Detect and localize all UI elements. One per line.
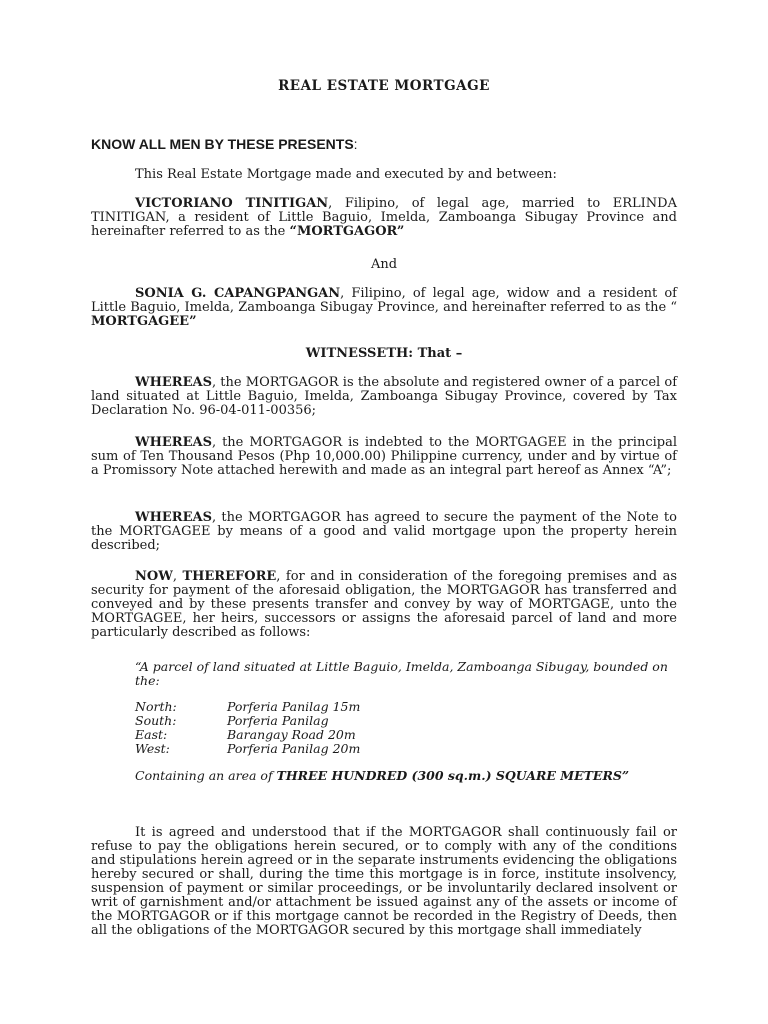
intro-paragraph: This Real Estate Mortgage made and executed by and between: bbox=[135, 167, 557, 182]
mortgagor-text: , Filipino, of legal age, married to ERLINDA TINITIGAN, a resident of Little Baguio, Imelda, Zamboanga Sibugay Province and hereinafter referred to as the bbox=[91, 196, 677, 239]
boundary-value: Porferia Panilag 15m bbox=[227, 699, 361, 714]
mortgagee-paragraph bbox=[91, 287, 677, 329]
whereas-text-1: , the MORTGAGOR is the absolute and registered owner of a parcel of land situated at Little Baguio, Imelda, Zamboanga Sibugay Province, covered by Tax Declaration No. 96-04-011-00356; bbox=[91, 375, 677, 418]
whereas-paragraph-3 bbox=[91, 511, 677, 553]
heading-text: KNOW ALL MEN BY THESE PRESENTS bbox=[91, 136, 354, 152]
mortgagor-label: “MORTGAGOR” bbox=[289, 224, 405, 239]
mortgagee-name: SONIA G. CAPANGPANGAN bbox=[135, 286, 341, 301]
parcel-description: “A parcel of land situated at Little Baguio, Imelda, Zamboanga Sibugay, bounded on the: bbox=[135, 659, 668, 688]
agreement-paragraph: It is agreed and understood that if the MORTGAGOR shall continuously fail or refuse to pay the obligations herein secured, or to comply with any of the conditions and stipulations herein agreed or in the separate instruments evidencing the obligations hereby secured or shall, during the time this mortgage is in force, institute insolvency, suspension of payment or similar proceedings, or be involuntarily declared insolvent or writ of garnishment and/or attachment be issued against any of the assets or income of the MORTGAGOR or if this mortgage cannot be recorded in the Registry of Deeds, then all the obligations of the MORTGAGOR secured by this mortgage shall immediately bbox=[91, 825, 677, 938]
whereas-paragraph-1 bbox=[91, 376, 677, 418]
now-therefore-text: , for and in consideration of the foregoing premises and as security for payment of the aforesaid obligation, the MORTGAGOR has transferred and conveyed and by these presents transfer and convey by way of MORTGAGE, unto the MORTGAGEE, her heirs, successors or assigns the aforesaid parcel of land and more particularly described as follows: bbox=[91, 569, 678, 640]
mortgagor-paragraph bbox=[91, 197, 677, 239]
boundary-direction: South: bbox=[135, 713, 177, 728]
witnesseth-heading: WITNESSETH: That – bbox=[305, 346, 463, 361]
opening-heading bbox=[91, 136, 358, 152]
boundary-row bbox=[135, 714, 360, 728]
area-prefix: Containing an area of bbox=[135, 768, 277, 783]
therefore-word: THEREFORE bbox=[182, 569, 277, 584]
boundary-direction: North: bbox=[135, 699, 177, 714]
boundary-row bbox=[135, 728, 360, 742]
whereas-word: WHEREAS bbox=[135, 510, 212, 525]
now-therefore-paragraph: NOW, THEREFORE, for and in consideration of the foregoing premises and as security for payment of the aforesaid obligation, the MORTGAGOR has transferred and conveyed and by these presents transfer and convey by way of MORTGAGE, unto the MORTGAGEE, her heirs, successors or assigns the aforesaid parcel of land and more particularly described as follows: bbox=[91, 569, 678, 640]
boundary-value: Porferia Panilag 20m bbox=[227, 741, 361, 756]
and-separator: And bbox=[370, 257, 398, 272]
mortgagee-text: , Filipino, of legal age, widow and a resident of Little Baguio, Imelda, Zamboanga Sibugay Province, and hereinafter referred to as the “ bbox=[91, 286, 677, 315]
mortgagor-name: VICTORIANO TINITIGAN bbox=[135, 196, 329, 211]
boundary-row bbox=[135, 700, 360, 714]
document-title: REAL ESTATE MORTGAGE bbox=[278, 78, 490, 94]
boundary-value: Barangay Road 20m bbox=[227, 727, 356, 742]
whereas-text-2: , the MORTGAGOR is indebted to the MORTGAGEE in the principal sum of Ten Thousand Pesos (Php 10,000.00) Philippine currency, under and by virtue of a Promissory Note attached herewith and made as an integral part hereof as Annex “A”; bbox=[91, 435, 677, 478]
mortgagee-label: MORTGAGEE” bbox=[91, 314, 197, 329]
whereas-word: WHEREAS bbox=[135, 435, 212, 450]
whereas-text-3: , the MORTGAGOR has agreed to secure the payment of the Note to the MORTGAGEE by means of a good and valid mortgage upon the property herein described; bbox=[91, 510, 677, 553]
area-value: THREE HUNDRED (300 sq.m.) SQUARE METERS” bbox=[276, 768, 630, 783]
whereas-word: WHEREAS bbox=[135, 375, 212, 390]
whereas-paragraph-2 bbox=[91, 436, 677, 478]
boundary-value: Porferia Panilag bbox=[227, 713, 329, 728]
heading-colon: : bbox=[353, 136, 358, 152]
boundary-row bbox=[135, 742, 360, 756]
now-word: NOW bbox=[135, 569, 173, 584]
area-statement bbox=[135, 768, 629, 783]
boundary-direction: West: bbox=[135, 741, 170, 756]
boundary-direction: East: bbox=[135, 727, 168, 742]
boundaries-list bbox=[135, 700, 360, 756]
